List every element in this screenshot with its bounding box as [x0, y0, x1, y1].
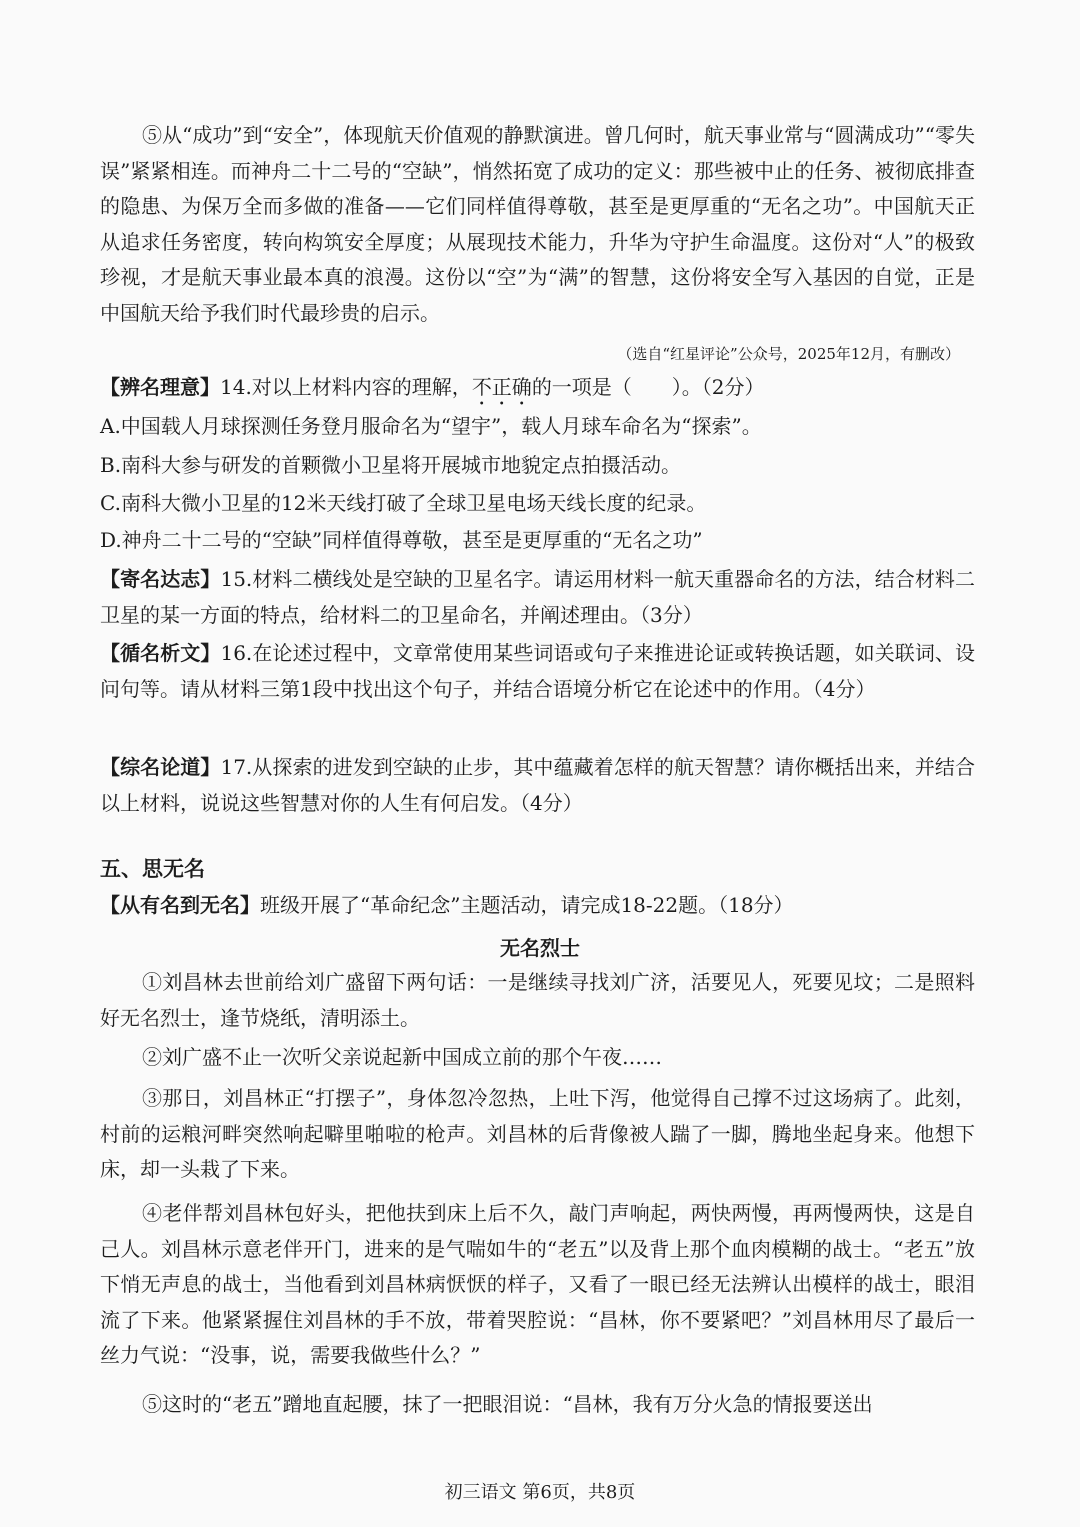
paragraph-5: ⑤从“成功”到“安全”，体现航天价值观的静默演进。曾几何时，航天事业常与“圆满成功”“零失误”紧紧相连。而神舟二十二号的“空缺”，悄然拓宽了成功的定义：那些被中止的任务、被彻底排查的隐患、为保万全而多做的准备——它们同样值得尊敬，甚至是更厚重的“无名之功”。中国航天正从追求任务密度，转向构筑安全厚度；从展现技术能力，升华为守护生命温度。这份对“人”的极致珍视，才是航天事业最本真的浪漫。这份以“空”为“满”的智慧，这份将安全写入基因的自觉，正是中国航天给予我们时代最珍贵的启示。 [100, 123, 975, 325]
question-16 [100, 636, 975, 707]
story-paragraph-1: ①刘昌林去世前给刘广盛留下两句话：一是继续寻找刘广济，活要见人，死要见坟；二是照料好无名烈士，逢节烧纸，清明添土。 [100, 970, 975, 1030]
q15-text: 15.材料二横线处是空缺的卫星名字。请运用材料一航天重器命名的方法，结合材料二卫星的某一方面的特点，给材料二的卫星命名，并阐述理由。（3分） [100, 567, 976, 627]
section-5-intro [100, 888, 975, 924]
section-5-title: 五、思无名 [100, 856, 205, 881]
q14-emphasis: 不正确 [471, 375, 532, 399]
q14-option-a: A.中国载人月球探测任务登月服命名为“望宇”，载人月球车命名为“探索”。 [100, 414, 762, 438]
q17-tag: 【综名论道】 [100, 755, 221, 779]
q14-pre: 14.对以上材料内容的理解， [220, 375, 472, 399]
q14-post: 的一项是（ ）。（2分） [531, 375, 765, 399]
story-paragraph-5: ⑤这时的“老五”蹭地直起腰，抹了一把眼泪说：“昌林，我有万分火急的情报要送出 [142, 1392, 873, 1416]
q14-tag: 【辨名理意】 [100, 375, 220, 399]
q14-option-d: D.神舟二十二号的“空缺”同样值得尊敬，甚至是更厚重的“无名之功” [100, 528, 703, 552]
source-citation: （选自“红星评论”公众号，2025年12月，有删改） [617, 345, 960, 363]
q14-option-b: B.南科大参与研发的首颗微小卫星将开展城市地貌定点拍摄活动。 [100, 453, 682, 477]
story-paragraph-3: ③那日，刘昌林正“打摆子”，身体忽冷忽热，上吐下泻，他觉得自己撑不过这场病了。此刻，村前的运粮河畔突然响起噼里啪啦的枪声。刘昌林的后背像被人踹了一脚，腾地坐起身来。他想下床，却一头栽了下来。 [100, 1086, 975, 1181]
q15-tag: 【寄名达志】 [100, 567, 221, 591]
story-title: 无名烈士 [500, 936, 580, 960]
section-5-intro-text: 班级开展了“革命纪念”主题活动，请完成18-22题。（18分） [260, 893, 794, 917]
question-15 [100, 562, 975, 633]
section-5-tag: 【从有名到无名】 [100, 893, 260, 917]
q14-option-c: C.南科大微小卫星的12米天线打破了全球卫星电场天线长度的纪录。 [100, 491, 707, 515]
question-14 [100, 370, 975, 410]
q16-tag: 【循名析文】 [100, 641, 221, 665]
question-17 [100, 750, 975, 821]
q17-text: 17.从探索的进发到空缺的止步，其中蕴藏着怎样的航天智慧？请你概括出来，并结合以上材料，说说这些智慧对你的人生有何启发。（4分） [100, 755, 976, 815]
page-footer: 初三语文 第6页，共8页 [444, 1482, 636, 1503]
story-paragraph-4: ④老伴帮刘昌林包好头，把他扶到床上后不久，敲门声响起，两快两慢，再两慢两快，这是自己人。刘昌林示意老伴开门，进来的是气喘如牛的“老五”以及背上那个血肉模糊的战士。“老五”放下悄无声息的战士，当他看到刘昌林病恹恹的样子，又看了一眼已经无法辨认出模样的战士，眼泪流了下来。他紧紧握住刘昌林的手不放，带着哭腔说：“昌林，你不要紧吧？”刘昌林用尽了最后一丝力气说：“没事，说，需要我做些什么？” [100, 1201, 975, 1367]
q16-text: 16.在论述过程中，文章常使用某些词语或句子来推进论证或转换话题，如关联词、设问句等。请从材料三第1段中找出这个句子，并结合语境分析它在论述中的作用。（4分） [100, 641, 976, 701]
story-paragraph-2: ②刘广盛不止一次听父亲说起新中国成立前的那个午夜…… [142, 1045, 662, 1069]
